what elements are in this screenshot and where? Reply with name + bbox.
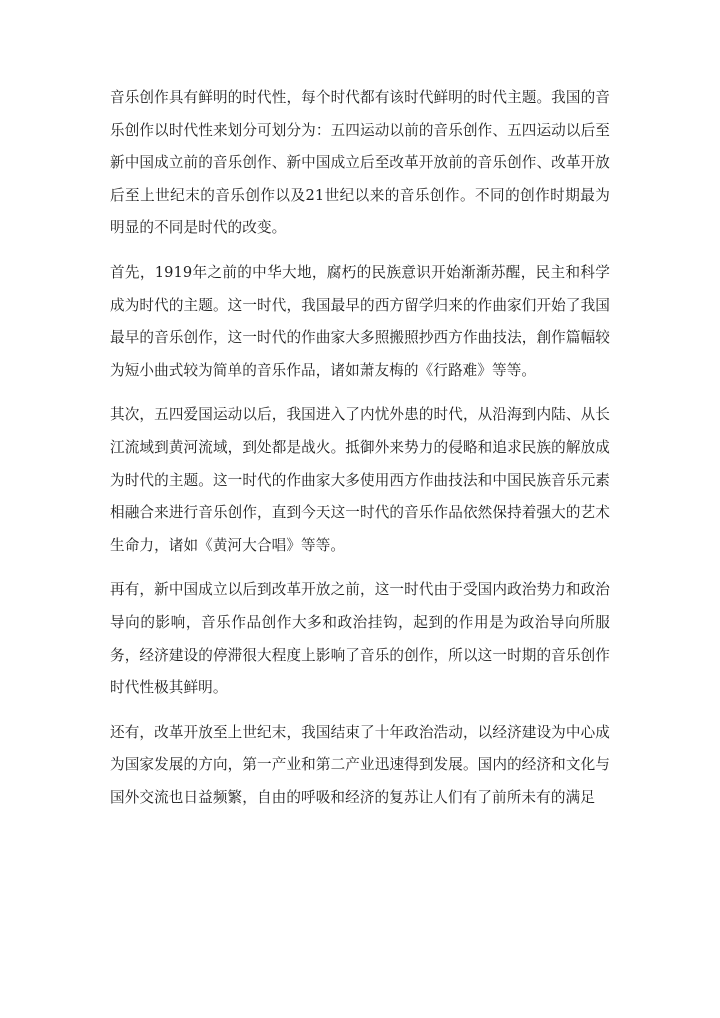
paragraph-second: 其次，五四爱国运动以后，我国进入了内忧外患的时代，从沿海到内陆、从长江流域到黄河流域，到处都是战火。抵御外来势力的侵略和追求民族的解放成为时代的主题。这一时代的作曲家大多使用西方作曲技法和中国民族音乐元素相融合来进行音乐创作，直到今天这一时代的音乐作品依然保持着强大的艺术生命力，诸如《黄河大合唱》等等。 <box>110 406 610 554</box>
paragraph-first: 首先，1919年之前的中华大地，腐朽的民族意识开始渐渐苏醒，民主和科学成为时代的主题。这一时代，我国最早的西方留学归来的作曲家们开始了我国最早的音乐创作，这一时代的作曲家大多照搬照抄西方作曲技法，創作篇幅较为短小曲式较为简单的音乐作品，诸如萧友梅的《行路难》等等。 <box>110 263 610 379</box>
paragraph-fourth: 还有，改革开放至上世纪末，我国结束了十年政治浩动，以经济建设为中心成为国家发展的方向，第一产业和第二产业迅速得到发展。国内的经济和文化与国外交流也日益频繁，自由的呼吸和经济的复苏让人们有了前所未有的满足 <box>110 723 610 806</box>
paragraph-third: 再有，新中国成立以后到改革开放之前，这一时代由于受国内政治势力和政治导向的影响，音乐作品创作大多和政治挂钩，起到的作用是为政治导向所服务，经济建设的停滞很大程度上影响了音乐的创作，所以这一时期的音乐创作时代性极其鲜明。 <box>110 581 610 697</box>
document-body <box>110 82 610 814</box>
paragraph-intro: 音乐创作具有鲜明的时代性，每个时代都有该时代鲜明的时代主题。我国的音乐创作以时代性来划分可划分为：五四运动以前的音乐创作、五四运动以后至新中国成立前的音乐创作、新中国成立后至改革开放前的音乐创作、改革开放后至上世纪末的音乐创作以及21世纪以来的音乐创作。不同的创作时期最为明显的不同是时代的改变。 <box>110 89 610 237</box>
